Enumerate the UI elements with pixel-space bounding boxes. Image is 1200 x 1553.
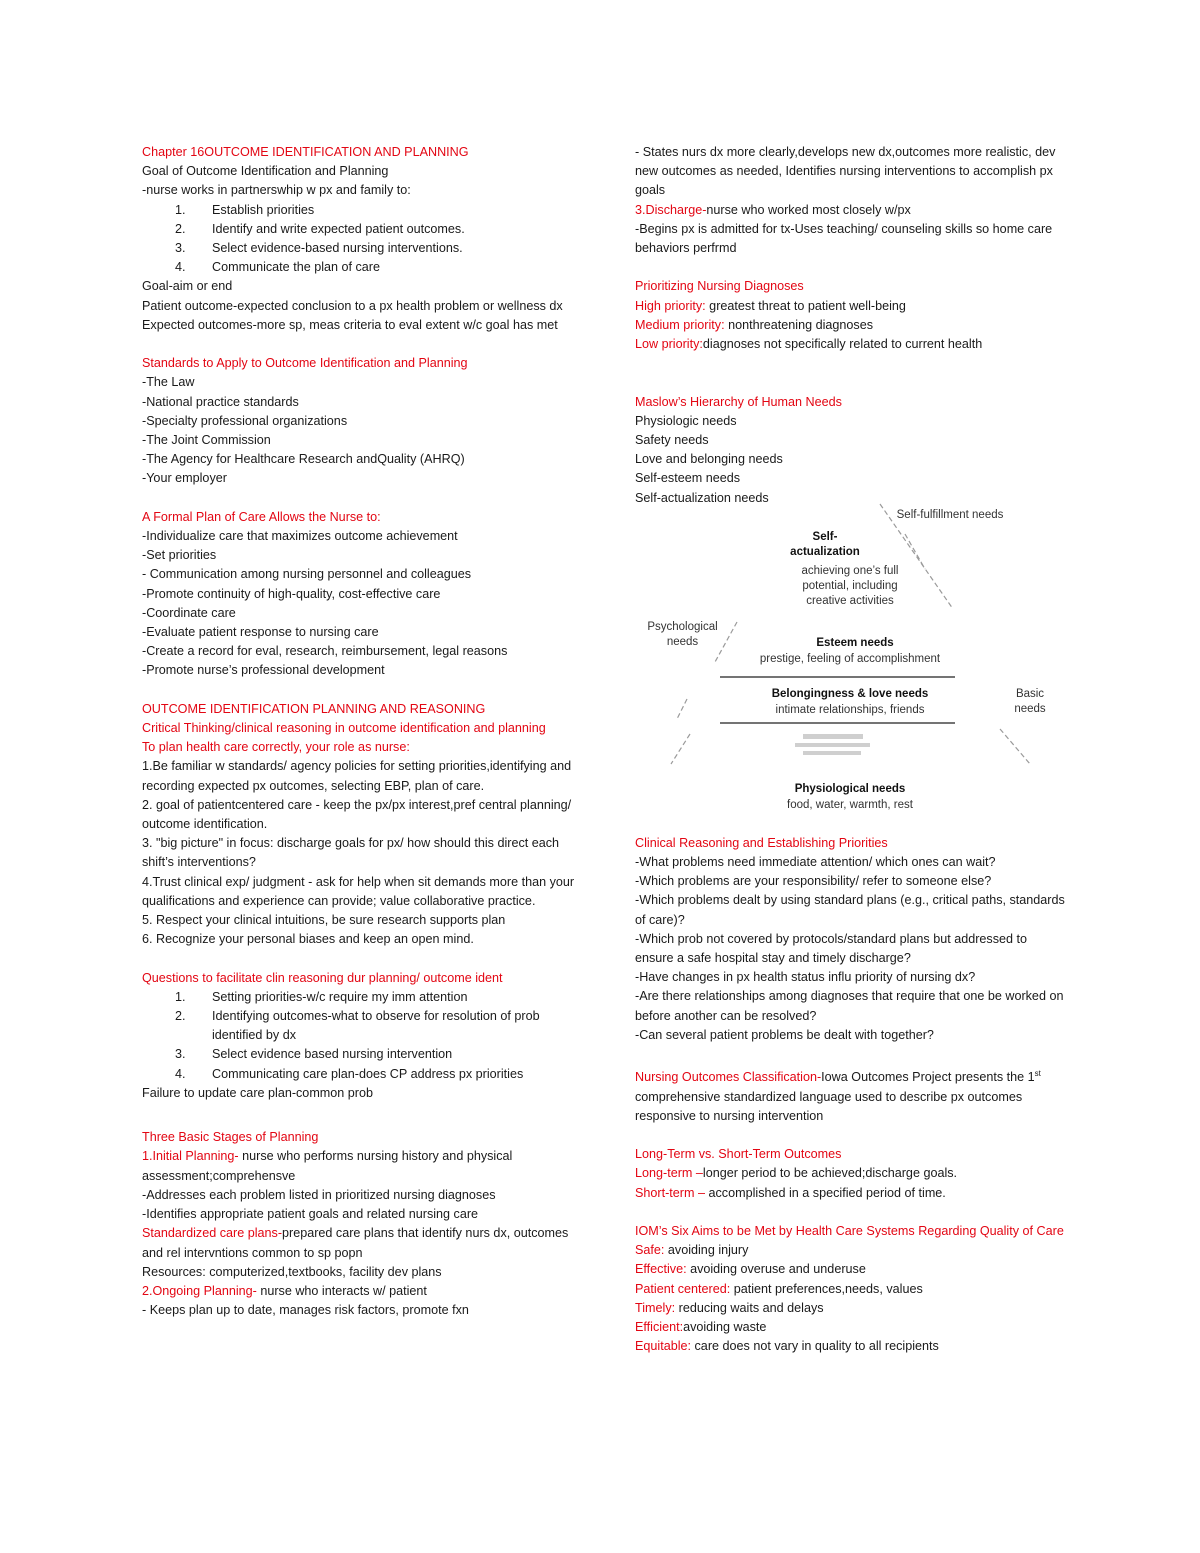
list-item: -Which prob not covered by protocols/standard plans but addressed to ensure a safe hospital stay and timely discharge?: [635, 931, 1028, 966]
list-item: Self-actualization needs: [635, 490, 769, 505]
chapter-title: Chapter 16OUTCOME IDENTIFICATION AND PLANNING: [142, 145, 469, 159]
standardized-care-plans: Standardized care plans-prepared care plans that identify nurs dx, outcomes and rel intervntions common to sp popn: [142, 1226, 569, 1260]
list-item: -Individualize care that maximizes outcome achievement: [142, 529, 458, 544]
list-item: -Coordinate care: [142, 605, 236, 620]
questions-heading: Questions to facilitate clin reasoning dur planning/ outcome ident: [142, 970, 503, 985]
aim-efficient: Efficient:avoiding waste: [635, 1320, 767, 1335]
list-item: -Identifies appropriate patient goals and related nursing care: [142, 1207, 479, 1222]
priority-medium: Medium priority: nonthreatening diagnoses: [635, 317, 874, 332]
self-actualization-desc: achieving one’s full potential, including creative activities: [801, 564, 899, 607]
self-actualization-title: Self-actualization: [790, 530, 860, 558]
aim-equitable: Equitable: care does not vary in quality to all recipients: [635, 1339, 939, 1354]
stages-heading: Three Basic Stages of Planning: [142, 1130, 319, 1145]
clinical-reasoning-heading: Clinical Reasoning and Establishing Priorities: [635, 835, 888, 850]
list-item: -Which problems dealt by using standard plans (e.g., critical paths, standards of care)?: [635, 893, 1065, 927]
list-item: -Promote continuity of high-quality, cost-effective care: [142, 586, 441, 601]
long-term-outcome: Long-term –longer period to be achieved;discharge goals.: [635, 1166, 958, 1181]
psychological-needs-label: Psychological needs: [647, 620, 718, 648]
list-item: Physiologic needs: [635, 413, 737, 428]
self-fulfillment-label: Self-fulfillment needs: [896, 508, 1004, 521]
outcomes-term-heading: Long-Term vs. Short-Term Outcomes: [635, 1147, 842, 1162]
list-item: - Communication among nursing personnel and colleagues: [142, 567, 472, 582]
list-item: 2. Identify and write expected patient outcomes.: [175, 221, 465, 236]
priority-high: High priority: greatest threat to patient well-being: [635, 298, 906, 313]
list-item: -Create a record for eval, research, reimbursement, legal reasons: [142, 644, 508, 659]
list-item: -Set priorities: [142, 548, 217, 563]
list-item: 4. Communicate the plan of care: [175, 260, 381, 275]
pyramid-left-mid-edge: [677, 699, 687, 719]
list-item: -National practice standards: [142, 394, 299, 409]
pyramid-left-lower-edge: [671, 734, 690, 764]
list-item: -Addresses each problem listed in prioritized nursing diagnoses: [142, 1187, 496, 1202]
esteem-title: Esteem needs: [816, 636, 894, 649]
list-item: 3. Select evidence based nursing intervention: [175, 1047, 453, 1062]
list-item: Safety needs: [635, 433, 709, 447]
goal-intro: -nurse works in partnerswhip w px and family to:: [142, 183, 411, 198]
list-item: 4.Trust clinical exp/ judgment - ask for help when sit demands more than your qualifications and experience can provide; value collaborative practice.: [142, 874, 575, 908]
aim-patient-centered: Patient centered: patient preferences,needs, values: [635, 1281, 923, 1296]
aim-timely: Timely: reducing waits and delays: [635, 1300, 824, 1315]
list-item: -Can several patient problems be dealt with together?: [635, 1027, 934, 1042]
short-term-outcome: Short-term – accomplished in a specified period of time.: [635, 1185, 946, 1200]
list-item: -The Joint Commission: [142, 433, 271, 448]
list-item: -Are there relationships among diagnoses that require that one be worked on before another can be resolved?: [635, 989, 1064, 1023]
physiological-desc: food, water, warmth, rest: [787, 798, 913, 811]
list-item: -The Agency for Healthcare Research andQuality (AHRQ): [142, 452, 465, 467]
expected-outcomes-definition: Expected outcomes-more sp, meas criteria to eval extent w/c goal has met: [142, 317, 558, 332]
initial-planning: 1.Initial Planning- nurse who performs nursing history and physical assessment;comprehensve: [142, 1149, 513, 1183]
list-item: 6. Recognize your personal biases and keep an open mind.: [142, 932, 474, 947]
list-item: 3. Select evidence-based nursing interventions.: [175, 241, 463, 256]
list-item: 3. "big picture" in focus: discharge goals for px/ how should this direct each shift’s interventions?: [142, 836, 560, 870]
aim-effective: Effective: avoiding overuse and underuse: [635, 1262, 866, 1277]
list-item: 4. Communicating care plan-does CP address px priorities: [175, 1066, 524, 1081]
goal-heading: Goal of Outcome Identification and Planning: [142, 164, 389, 179]
left-column: [142, 143, 582, 1320]
faded-safety-tier: [795, 734, 870, 755]
right-column: [635, 143, 1065, 1356]
esteem-desc: prestige, feeling of accomplishment: [759, 652, 941, 665]
aim-safe: Safe: avoiding injury: [635, 1243, 749, 1258]
goal-steps-list: [142, 201, 582, 278]
priority-low: Low priority:diagnoses not specifically related to current health: [635, 337, 983, 352]
list-item: 1. Setting priorities-w/c require my imm attention: [175, 989, 468, 1004]
physiological-title: Physiological needs: [794, 782, 906, 795]
oip-heading: OUTCOME IDENTIFICATION PLANNING AND REASONING: [142, 701, 486, 716]
list-item: 2. goal of patientcentered care - keep the px/px interest,pref central planning/ outcome identification.: [142, 797, 572, 832]
belonging-desc: intimate relationships, friends: [775, 703, 925, 716]
list-item: 5. Respect your clinical intuitions, be sure research supports plan: [142, 913, 506, 928]
list-item: 1.Be familiar w standards/ agency policies for setting priorities,identifying and recording expected px outcomes, selecting EBP, plan of care.: [142, 759, 572, 793]
ongoing-continuation: - States nurs dx more clearly,develops new dx,outcomes more realistic, dev new outcomes as needed, Identifies nursing interventions to accomplish px goals: [635, 145, 1056, 198]
basic-needs-label: Basic needs: [1014, 687, 1046, 715]
failure-note: Failure to update care plan-common prob: [142, 1085, 374, 1100]
resources-note: Resources: computerized,textbooks, facility dev plans: [142, 1264, 442, 1279]
list-item: -Begins px is admitted for tx-Uses teaching/ counseling skills so home care behaviors perfrmd: [635, 221, 1053, 256]
list-item: -Have changes in px health status influ priority of nursing dx?: [635, 970, 976, 985]
discharge-planning: 3.Discharge-nurse who worked most closely w/px: [635, 202, 911, 217]
prioritizing-heading: Prioritizing Nursing Diagnoses: [635, 279, 804, 294]
patient-outcome-definition: Patient outcome-expected conclusion to a px health problem or wellness dx: [142, 298, 563, 313]
list-item: 2. Identifying outcomes-what to observe for resolution of prob identified by dx: [175, 1009, 540, 1043]
list-item: Love and belonging needs: [635, 452, 783, 467]
list-item: -Evaluate patient response to nursing care: [142, 625, 379, 640]
list-item: -The Law: [142, 375, 195, 390]
iom-heading: IOM’s Six Aims to be Met by Health Care Systems Regarding Quality of Care: [635, 1224, 1064, 1239]
list-item: Self-esteem needs: [635, 471, 741, 486]
list-item: -What problems need immediate attention/ which ones can wait?: [635, 855, 996, 870]
list-item: -Which problems are your responsibility/ refer to someone else?: [635, 874, 992, 889]
oip-role: To plan health care correctly, your role as nurse:: [142, 740, 410, 755]
belonging-title: Belongingness & love needs: [771, 687, 929, 700]
list-item: -Promote nurse’s professional development: [142, 663, 385, 678]
list-item: - Keeps plan up to date, manages risk factors, promote fxn: [142, 1303, 469, 1318]
standards-heading: Standards to Apply to Outcome Identification and Planning: [142, 356, 468, 371]
list-item: 1. Establish priorities: [175, 202, 315, 217]
maslow-pyramid-diagram: [635, 494, 1065, 824]
noc-paragraph: Nursing Outcomes Classification-Iowa Outcomes Project presents the 1st comprehensive standardized language used to describe px outcomes responsive to nursing intervention: [635, 1069, 1041, 1123]
ongoing-planning: 2.Ongoing Planning- nurse who interacts w/ patient: [142, 1283, 427, 1298]
goal-definition: Goal-aim or end: [142, 279, 233, 294]
formal-plan-heading: A Formal Plan of Care Allows the Nurse to:: [142, 509, 381, 524]
pyramid-right-lower-edge: [1000, 729, 1030, 764]
oip-subheading: Critical Thinking/clinical reasoning in outcome identification and planning: [142, 721, 546, 736]
maslow-heading: Maslow’s Hierarchy of Human Needs: [635, 394, 842, 409]
list-item: -Your employer: [142, 471, 227, 486]
list-item: -Specialty professional organizations: [142, 413, 348, 428]
